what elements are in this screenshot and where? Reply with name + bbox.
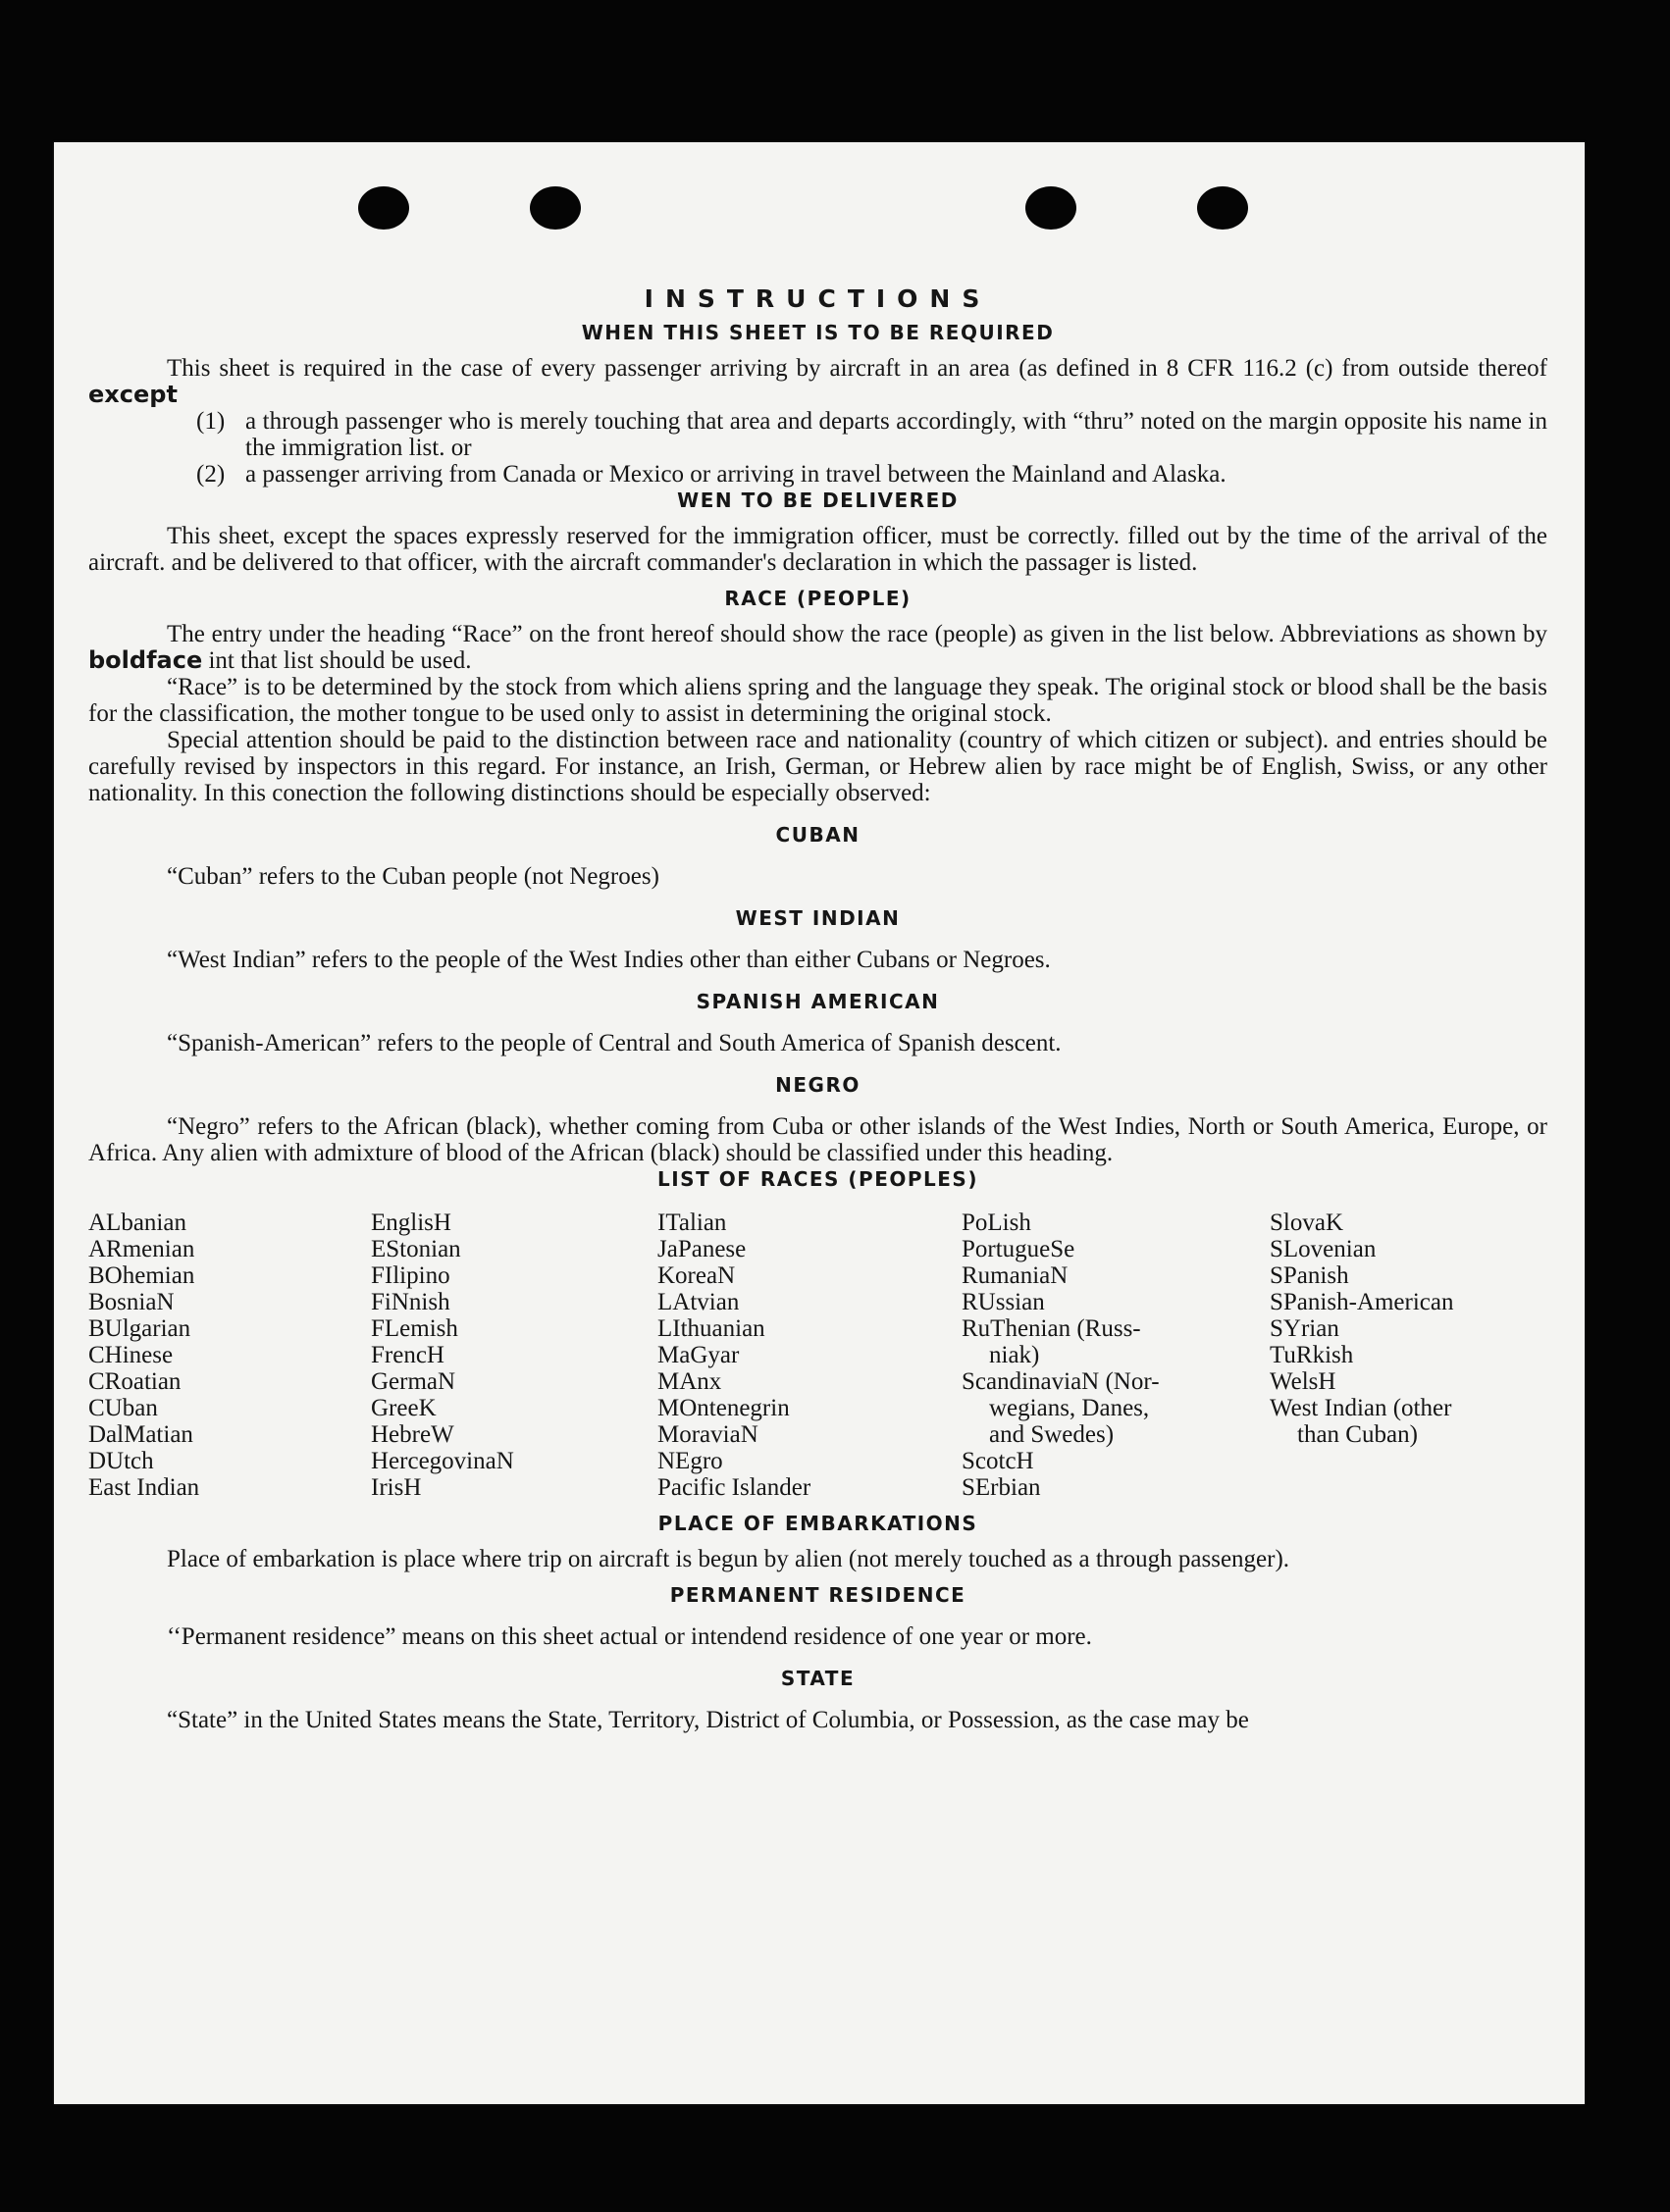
race-entry: DUtch xyxy=(88,1448,154,1474)
race-entry: RUssian xyxy=(962,1289,1045,1315)
race-entry: HebreW xyxy=(371,1421,454,1448)
race-entry: MAnx xyxy=(657,1368,722,1395)
race-entry: WelsH xyxy=(1270,1368,1336,1395)
item-number: (1) xyxy=(196,408,226,435)
heading-list-of-races: LIST OF RACES (PEOPLES) xyxy=(657,1167,978,1191)
race-entry: GermaN xyxy=(371,1368,456,1395)
race-entry: ITalian xyxy=(657,1209,727,1236)
paragraph-west-indian: “West Indian” refers to the people of the West Indies other than either Cubans or Negroes. xyxy=(167,947,1051,973)
punch-hole xyxy=(1025,186,1076,230)
race-entry: FiNnish xyxy=(371,1289,450,1315)
race-entry: NEgro xyxy=(657,1448,723,1474)
race-entry: HercegovinaN xyxy=(371,1448,514,1474)
race-entry: CUban xyxy=(88,1395,158,1421)
paragraph-when-required xyxy=(88,355,1547,408)
race-entry: ALbanian xyxy=(88,1209,186,1236)
boldface-bold: boldface xyxy=(88,646,203,674)
paragraph-race-1 xyxy=(88,621,1547,674)
item-number: (2) xyxy=(196,461,226,488)
heading-negro: NEGRO xyxy=(775,1073,861,1097)
document-sheet xyxy=(54,142,1585,2104)
race-entry: SPanish-American xyxy=(1270,1289,1454,1315)
race-entry: MoraviaN xyxy=(657,1421,758,1448)
list-item xyxy=(196,408,1547,461)
race-entry: PoLish xyxy=(962,1209,1031,1236)
paragraph-cuban: “Cuban” refers to the Cuban people (not Negroes) xyxy=(167,863,659,890)
race-entry: FrencH xyxy=(371,1342,444,1368)
paragraph-race-3: Special attention should be paid to the distinction between race and nationality (country of which citizen or subject). and entries should be carefully revised by inspectors in this regard. For instance, an Irish, German, or Hebrew alien by race might be of English, Swiss, or any other nationality. In this conection the following distinctions should be especially observed: xyxy=(88,727,1547,806)
paragraph-state: “State” in the United States means the State, Territory, District of Columbia, or Possession, as the case may be xyxy=(167,1707,1249,1733)
except-bold: except xyxy=(88,381,178,408)
race-entry: PortugueSe xyxy=(962,1236,1075,1262)
race-entry: wegians, Danes, xyxy=(989,1395,1150,1421)
race-entry: SPanish xyxy=(1270,1262,1349,1289)
race-entry: RumaniaN xyxy=(962,1262,1069,1289)
paragraph-when-delivered: This sheet, except the spaces expressly reserved for the immigration officer, must be correctly. filled out by the time of the arrival of the aircraft. and be delivered to that officer, with the aircraft commander's declaration in which the passager is listed. xyxy=(88,523,1547,576)
race-entry: ARmenian xyxy=(88,1236,195,1262)
race-entry: and Swedes) xyxy=(989,1421,1115,1448)
race-entry: BUlgarian xyxy=(88,1315,191,1342)
race-entry: niak) xyxy=(989,1342,1040,1368)
races-column xyxy=(371,1209,657,1501)
race-entry: ScandinaviaN (Nor- xyxy=(962,1368,1160,1395)
race-entry: EnglisH xyxy=(371,1209,451,1236)
race-entry: FIlipino xyxy=(371,1262,450,1289)
race-entry: BOhemian xyxy=(88,1262,195,1289)
race-entry: BosniaN xyxy=(88,1289,175,1315)
races-column xyxy=(657,1209,962,1501)
races-column xyxy=(1270,1209,1535,1501)
when-required-intro: This sheet is required in the case of every passenger arriving by aircraft in an area (as defined in 8 CFR 116.2 (c) from outside thereof xyxy=(167,355,1547,382)
race-entry: DalMatian xyxy=(88,1421,193,1448)
paragraph-embarkation: Place of embarkation is place where trip on aircraft is begun by alien (not merely touched as a through passenger). xyxy=(167,1546,1290,1572)
race-entry: SLovenian xyxy=(1270,1236,1377,1262)
race-entry: ScotcH xyxy=(962,1448,1034,1474)
heading-when-delivered: WEN TO BE DELIVERED xyxy=(677,489,959,512)
paragraph-permanent-residence: ‘‘Permanent residence” means on this sheet actual or intendend residence of one year or more. xyxy=(167,1623,1092,1650)
race-entry: JaPanese xyxy=(657,1236,747,1262)
race-entry: KoreaN xyxy=(657,1262,736,1289)
race-entry: SErbian xyxy=(962,1474,1041,1501)
race-entry: TuRkish xyxy=(1270,1342,1354,1368)
race-entry: CHinese xyxy=(88,1342,174,1368)
races-column xyxy=(88,1209,371,1501)
instructions-content xyxy=(88,284,1547,1733)
race-entry: LAtvian xyxy=(657,1289,740,1315)
race-text: int that list should be used. xyxy=(208,647,472,674)
race-entry: IrisH xyxy=(371,1474,422,1501)
heading-spanish-american: SPANISH AMERICAN xyxy=(696,990,940,1013)
race-entry: MOntenegrin xyxy=(657,1395,790,1421)
race-entry: SlovaK xyxy=(1270,1209,1343,1236)
race-entry: GreeK xyxy=(371,1395,437,1421)
race-entry: LIthuanian xyxy=(657,1315,765,1342)
paragraph-spanish-american: “Spanish-American” refers to the people of Central and South America of Spanish descent. xyxy=(167,1030,1062,1056)
heading-west-indian: WEST INDIAN xyxy=(735,906,901,930)
heading-embarkation: PLACE OF EMBARKATIONS xyxy=(657,1512,978,1535)
race-entry: East Indian xyxy=(88,1474,200,1501)
race-entry: MaGyar xyxy=(657,1342,740,1368)
race-entry: CRoatian xyxy=(88,1368,182,1395)
races-list xyxy=(88,1209,1547,1501)
race-entry: FLemish xyxy=(371,1315,458,1342)
paragraph-negro: “Negro” refers to the African (black), whether coming from Cuba or other islands of the West Indies, North or South America, Europe, or Africa. Any alien with admixture of blood of the African (black) should be classified under this heading. xyxy=(88,1113,1547,1166)
race-entry: RuThenian (Russ- xyxy=(962,1315,1141,1342)
race-entry: West Indian (other xyxy=(1270,1395,1452,1421)
list-item xyxy=(196,461,1547,488)
page-title: INSTRUCTIONS xyxy=(644,284,992,313)
heading-permanent-residence: PERMANENT RESIDENCE xyxy=(669,1583,966,1607)
race-entry: EStonian xyxy=(371,1236,461,1262)
race-entry: than Cuban) xyxy=(1297,1421,1418,1448)
item-text: a passenger arriving from Canada or Mexico or arriving in travel between the Mainland and Alaska. xyxy=(245,461,1226,488)
punch-hole xyxy=(530,186,581,230)
race-text: The entry under the heading “Race” on the front hereof should show the race (people) as given in the list below. Abbreviations as shown by xyxy=(167,621,1547,647)
heading-race: RACE (PEOPLE) xyxy=(724,587,912,610)
race-entry: SYrian xyxy=(1270,1315,1339,1342)
punch-hole xyxy=(1197,186,1248,230)
heading-when-required: WHEN THIS SHEET IS TO BE REQUIRED xyxy=(581,321,1055,344)
heading-cuban: CUBAN xyxy=(775,823,861,847)
race-entry: Pacific Islander xyxy=(657,1474,811,1501)
heading-state: STATE xyxy=(780,1667,856,1690)
races-column xyxy=(962,1209,1270,1501)
paragraph-race-2: “Race” is to be determined by the stock from which aliens spring and the language they speak. The original stock or blood shall be the basis for the classification, the mother tongue to be used only to assist in determining the original stock. xyxy=(88,674,1547,727)
punch-hole xyxy=(358,186,409,230)
item-text: a through passenger who is merely touching that area and departs accordingly, with “thru” noted on the margin opposite his name in the immigration list. or xyxy=(245,408,1547,461)
